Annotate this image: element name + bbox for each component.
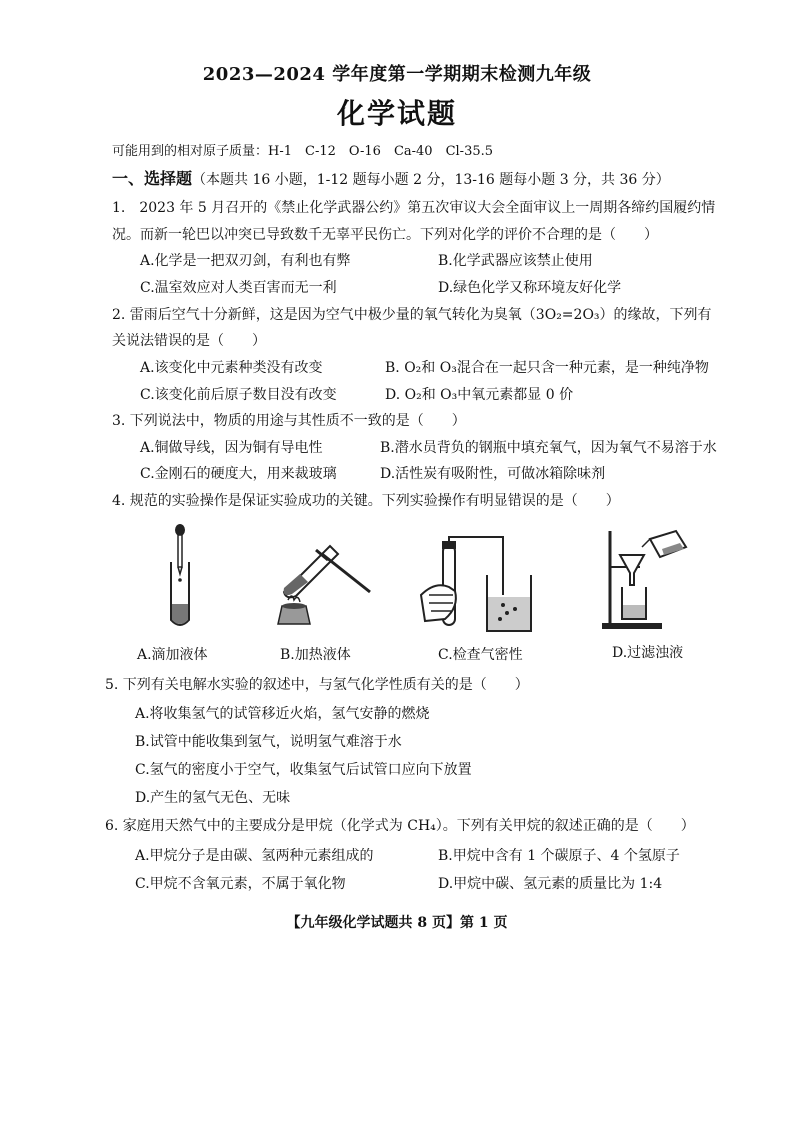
q5-option-c: C.氢气的密度小于空气，收集氢气后试管口应向下放置 — [135, 762, 472, 778]
q2-stem-line1: 2. 雷雨后空气十分新鲜，这是因为空气中极少量的氧气转化为臭氧（3O₂=2O₃）的缘故，下列有 — [112, 307, 712, 323]
q3-option-a: A.铜做导线，因为铜有导电性 — [140, 440, 323, 456]
section-heading — [112, 166, 670, 189]
q3-stem: 3. 下列说法中，物质的用途与其性质不一致的是（ ） — [112, 413, 466, 429]
q6-option-c: C.甲烷不含氧元素，不属于氧化物 — [135, 876, 346, 892]
atomic-mass-line: 可能用到的相对原子质量：H-1 C-12 O-16 Ca-40 Cl-35.5 — [112, 144, 494, 159]
q3-option-d: D.活性炭有吸附性，可做冰箱除味剂 — [380, 466, 606, 482]
q2-option-b: B. O₂和 O₃混合在一起只含一种元素，是一种纯净物 — [385, 360, 709, 376]
q2-stem-line2: 关说法错误的是（ ） — [112, 333, 266, 349]
q1-option-b: B.化学武器应该禁止使用 — [438, 253, 593, 269]
q1-stem-line2: 况。而新一轮巴以冲突已导致数千无辜平民伤亡。下列对化学的评价不合理的是（ ） — [112, 227, 658, 243]
q3-option-b: B.潜水员背负的钢瓶中填充氧气，因为氧气不易溶于水 — [380, 440, 717, 456]
subject-title: 化学试题 — [336, 97, 457, 130]
q4-option-b: B.加热液体 — [280, 647, 351, 663]
q1-option-a: A.化学是一把双刃剑，有利也有弊 — [140, 253, 351, 269]
page-footer: 【九年级化学试题共 8 页】第 1 页 — [286, 915, 508, 931]
q3-option-c: C.金刚石的硬度大，用来裁玻璃 — [140, 466, 337, 482]
q6-option-b: B.甲烷中含有 1 个碳原子、4 个氢原子 — [438, 848, 680, 864]
q2-option-c: C.该变化前后原子数目没有改变 — [140, 387, 337, 403]
q1-stem-line1: 1. 2023 年 5 月召开的《禁止化学武器公约》第五次审议大会全面审议上一周期各缔约国履约情 — [112, 200, 716, 216]
exam-title: 2023—2024 学年度第一学期期末检测九年级 — [202, 64, 592, 85]
q5-option-d: D.产生的氢气无色、无味 — [135, 790, 291, 806]
q4-option-c: C.检查气密性 — [438, 647, 523, 663]
figure-filtration — [600, 527, 710, 632]
q6-option-a: A.甲烷分子是由碳、氢两种元素组成的 — [135, 848, 374, 864]
q2-option-d: D. O₂和 O₃中氧元素都显 0 价 — [385, 387, 574, 403]
q1-option-c: C.温室效应对人类百害而无一利 — [140, 280, 337, 296]
q6-option-d: D.甲烷中碳、氢元素的质量比为 1:4 — [438, 876, 663, 892]
q4-stem: 4. 规范的实验操作是保证实验成功的关键。下列实验操作有明显错误的是（ ） — [112, 493, 620, 509]
q5-option-b: B.试管中能收集到氢气，说明氢气难溶于水 — [135, 734, 402, 750]
figure-heating-liquid — [270, 528, 380, 628]
q4-option-a: A.滴加液体 — [137, 647, 208, 663]
q1-option-d: D.绿色化学又称环境友好化学 — [438, 280, 622, 296]
q2-option-a: A.该变化中元素种类没有改变 — [140, 360, 323, 376]
figure-dropping-liquid — [145, 522, 215, 632]
q5-stem: 5. 下列有关电解水实验的叙述中，与氢气化学性质有关的是（ ） — [105, 677, 529, 693]
q6-stem: 6. 家庭用天然气中的主要成分是甲烷（化学式为 CH₄）。下列有关甲烷的叙述正确的是（ ） — [105, 818, 695, 834]
section-note: （本题共 16 小题，1-12 题每小题 2 分，13-16 题每小题 3 分，共 36 分） — [192, 172, 670, 188]
section-title: 一、选择题 — [112, 169, 193, 188]
q5-option-a: A.将收集氢气的试管移近火焰，氢气安静的燃烧 — [135, 706, 430, 722]
figure-air-tightness — [415, 535, 545, 635]
q4-option-d: D.过滤浊液 — [612, 645, 684, 661]
